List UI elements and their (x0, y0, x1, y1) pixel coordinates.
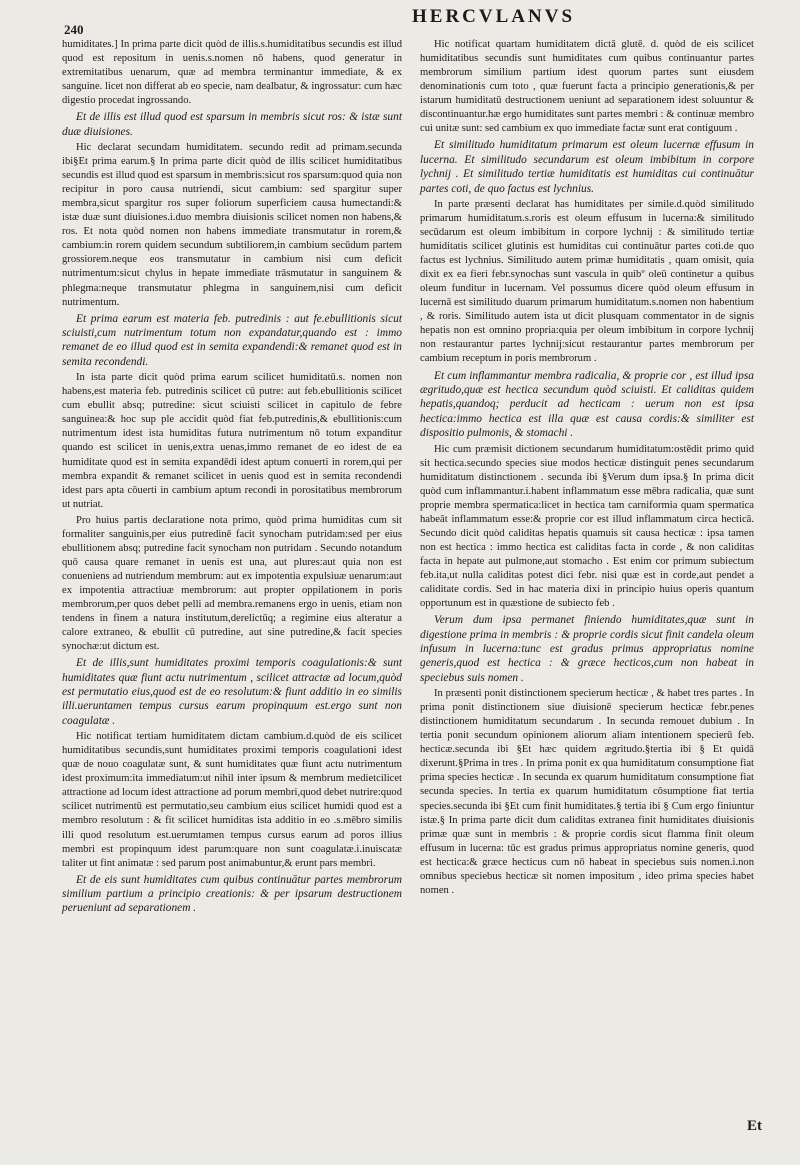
page-header (62, 4, 750, 38)
commentary-paragraph: In ista parte dicit quòd prima earum scilicet humiditatū.s. nomen non habens,est materia feb. putredinis scilicet cū putre: aut feb.ebullitionis scilicet cum ebullit absq; putredine: sicut sciuisti scilicet in capitulo de febre sanguinea:& hoc sup ple accidit quòd fiat feb.putredinis,& ebullitionis:cum nutrimentum idest ista humiditas futura nutrimentum nō totum expanditur quando est scilicet in uenis,extra uenas,immo remanet de eo idest de ea humiditate quod est in semita expandēdi idest aptum conuerti in rorem,qui per membra expandit & remanet scilicet in uenis quod est in semita recondendi idest pars apta cōuerti in cambium aptum recondi in porositatibus membrorum ut nutriat. (62, 372, 402, 510)
lemma-paragraph: Et de illis est illud quod est sparsum in membris sicut ros: & istæ sunt duæ diuisiones. (62, 111, 402, 138)
lemma-paragraph: Et similitudo humiditatum primarum est oleum lucernæ effusum in lucerna. Et similitudo secundarum est oleum imbibitum in corpore lychnij . Et similitudo tertiæ humiditatis est humiditas cui continuātur partes coti, de quo factus est lychnius. (420, 139, 754, 195)
commentary-paragraph: In præsenti ponit distinctionem specierum hecticæ , & habet tres partes . In prima ponit distinctionem siue diuisionē specierum hecticæ febr.penes distinctionem humiditatum secundarum . In secunda remouet dubium . In tertia ponit secundum opinionem aliorum aliam intentionem specierū feb. hecticæ.secunda ibi §Et hæc quidem ægritudo.§tertia ibi § Et quidā dixerunt.§Prima in tres . In prima ponit ex qua humiditatum consumptione fiat prima species hecticæ . In secunda ex quarum humiditatum consumptione fiat secunda species. In tertia ex quarum humiditatum cōsumptione fiat tertia species.secunda ibi §Et cum finit humiditates.§ tertia ibi § Cum ergo finiuntur istæ.§ In prima parte dicit dum caliditas extranea finit humiditates diuisionis primæ quæ sunt in membris : & proprie cordis sicut flamma finit oleum effusum in lucerna: tūc est gradus primus appropriatus nomine generis, quod est hectica:& græce hecticus cum nō habeat in speciebus suis nomen.i.non omnibus speciebus hecticæ sit nomen impositum , ideo prima species habet nomen . (420, 688, 754, 896)
page-number: 240 (64, 22, 84, 37)
lemma-paragraph: Et de eis sunt humiditates cum quibus continuātur partes membrorum similium partium a principio creationis: & per ipsarum destructionem perueniunt ad separationem . (62, 873, 402, 915)
commentary-paragraph: Pro huius partis declaratione nota primo, quòd prima humiditas cum sit formaliter sanguinis,per eius putredinē facit synocham putridam:sed per eius ebullitionem absq; putredine facit synocham non putridam . Secundo notandum quō causa quare remanet in uenis est una, aut plures:aut quia non est conueniens ad nutriendum membrum: aut ex impotentia expulsiuæ uenarum:aut ex impotentia attractiuæ membrorum: aut propter oppilationem in poris membrorum,per quos debet pelli ad membra.remanens ergo in uenis, etiam non tendens in finem a natura institutum,derelictūq; a regimine eius alteratur a calore extraneo, & ebullit cū putredine, aut sine putredine,& facit species synochæ:ut dictum est. (62, 514, 402, 653)
commentary-paragraph: Hic notificat tertiam humiditatem dictam cambium.d.quòd de eis scilicet humiditatibus secundis,sunt humiditates proximi temporis coagulationi idest quæ de nouo coagulatæ sunt, & sunt humiditates quæ fiunt actu nutrimentum idest proximum:ita immediatum:ut nihil inter ipsum & membrum medietcilicet attractione ad locum idest attractione ad porum membri,quod debet nutrire:quod scilicet nutrimentū est permutatio,seu cambium eius scilicet humidi quod est a membro resolutum : & fit scilicet humiditas ista additio in eo .s.mēbro similis illi quod resolutum est.uerumtamen tempus cursus earum ad poros illius membri est propinquum idest parum:quare non sunt coagulatæ.i.inuiscatæ taliter ut fint animatæ : sed parum post animabuntur,& erunt pars membri. (62, 731, 402, 869)
commentary-paragraph: Hic notificat quartam humiditatem dictā glutē. d. quòd de eis scilicet humiditatibus secundis sunt humiditates cum quibus continuantur partes membrorum similium partium idest quorum partes sunt eiusdem denominationis cum toto , quæ fuerunt facta a principio generationis,& per istarum humiditatū destructionem ueniunt ad separationem idest soluuntur & discontinuantur.hæ ergo humiditates sunt partes membri : & continuæ membro cui unitæ sunt: sed cambium ex quo immediate factæ sunt erat contiguum . (420, 39, 754, 135)
lemma-paragraph: Et prima earum est materia feb. putredinis : aut fe.ebullitionis sicut sciuisti,cum nutrimentum totum non expandatur,quando est : immo remanet de eo illud quod est in semita expandendi:& remanet quod est in semita recondendi. (62, 312, 402, 368)
commentary-paragraph: In parte præsenti declarat has humiditates per simile.d.quòd similitudo primarum humiditatum.s.roris est oleum effusum in lucerna:& similitudo secūdarum est oleum imbibitum in corpore lychnij : & similitudo tertiæ humiditatis scilicet glutinis est humiditas cui continuātur partes coti.de quo factus est lychnius. Similitudo autem primæ humiditatis , quam omisit, quia dixit ex ea fieri febr.synochas sunt vascula in quibº oleū continetur a quibus oleum funditur in lucernam. Vel possumus dicere quòd oleum effusum in lucernā est similitudo duarum primarum humiditatum.s.nomen non habentium , & roris. Similitudo autem ista ut dicit plusquam commentator in de signis hepatis non est omnino propria:quia per oleum imbibitum in corpore lychnij non restaurantur partes lychnij:sicut restaurantur partes membrorum per cambium receptum in poris membrorum . (420, 198, 754, 365)
lemma-paragraph: Et cum inflammantur membra radicalia, & proprie cor , est illud ipsa ægritudo,quæ est hectica secundum quòd sciuisti. Et caliditas quidem hepatis,quandoq; perducit ad hecticam : uerum non est ipsa hectica:immo hectica est illa quæ est causa cordis:& similiter est dispositio pulmonis, & stomachi . (420, 369, 754, 440)
lemma-paragraph: Verum dum ipsa permanet finiendo humiditates,quæ sunt in digestione prima in membris : & proprie cordis sicut finit candela oleum infusum in lucerna:tunc est gradus primus appropriatus nomine generis,quod est hectica : & græce hecticos,cum non habeat in speciebus suis nomen . (420, 614, 754, 684)
lemma-paragraph: Et de illis,sunt humiditates proximi temporis coagulationis:& sunt humiditates quæ fiunt actu nutrimentum , scilicet attractæ ad locum,quòd est permutatio eius,quod est de eo resolutum:& fiunt additio in eo similis illi.ueruntamen tempus cursus earum propinquum est.ergo sunt non coagulatæ . (62, 657, 402, 727)
commentary-paragraph: humiditates.] In prima parte dicit quòd de illis.s.humiditatibus secundis est illud quod est repositum in uenis.s.nomen nō habens, quod generatur in extremitatibus uenarum, quæ ad membra terminantur immediate, & ex sanguine. licet non differat ab eo specie, nam dealbatur, & ingrossatur: cum hæc digestio procedat ingrossando. (62, 39, 402, 107)
running-head: HERCVLANVS (412, 6, 576, 27)
left-column (62, 38, 402, 918)
commentary-paragraph: Hic declarat secundam humiditatem. secundo redit ad primam.secunda ibi§Et prima earum.§ In prima parte dicit quòd de illis scilicet humiditatibus secundis est illud quod est sparsum in membris:sicut ros sparsum:quod quia non recipitur in poro causa nutriendi, sicut cambium: sed spargitur super membra,sicut spargitur ros super foliorum superficiem causa humectandi:& istæ duæ sunt diuisiones.i.duo membra diuisionis scilicet nomen non habens,& ros. Et nota quòd nomen non habens immediate transmutatur in rorem,& cambium:in rorem quidem secundum subtiliorem,in cambium secūdum partem grossiorem.neque eos transmutatur in cambium nisi cum deficit nutrimentum:sicut chylus in hepate immediate trāsmutatur in sanguinem & phlegma:neque transmutatur phlegma in sanguinem,nisi cum deficit nutrimentum. (62, 142, 402, 308)
catchword: Et (747, 1118, 762, 1134)
commentary-paragraph: Hic cum præmisit dictionem secundarum humiditatum:ostēdit primo quid sit hectica.secundo species siue modos hecticæ distinguit penes secundarum humiditatum distinctionem . secunda ibi §Verum dum ipsa.§ In prima dicit quòd cum inflammantur.i.habent inflammatum esse mēbra radicalia, quæ sunt proprie membra spermatica:licet in hectica tam carniformia quam spermatica habeāt inflammatum esse:& proprie cor est illud inflammatum circa hecticā. Secundo dicit quòd caliditas hepatis quamuis sit causa hecticæ : ipsa tamen non est hectica : immo hectica est caliditas facta in corde , & non caliditas facta in hepate aut pulmone,aut stomacho . Est enim cor primum subiectum feb.ita,ut nulla caliditas potest dici febr. nisi quæ est in corde,aut pendet a caliditate cordis. Sed in hac materia dixi in principio huius operis quantum opportunum est in quæstione de subiecto feb . (420, 443, 754, 610)
right-column (420, 38, 754, 900)
